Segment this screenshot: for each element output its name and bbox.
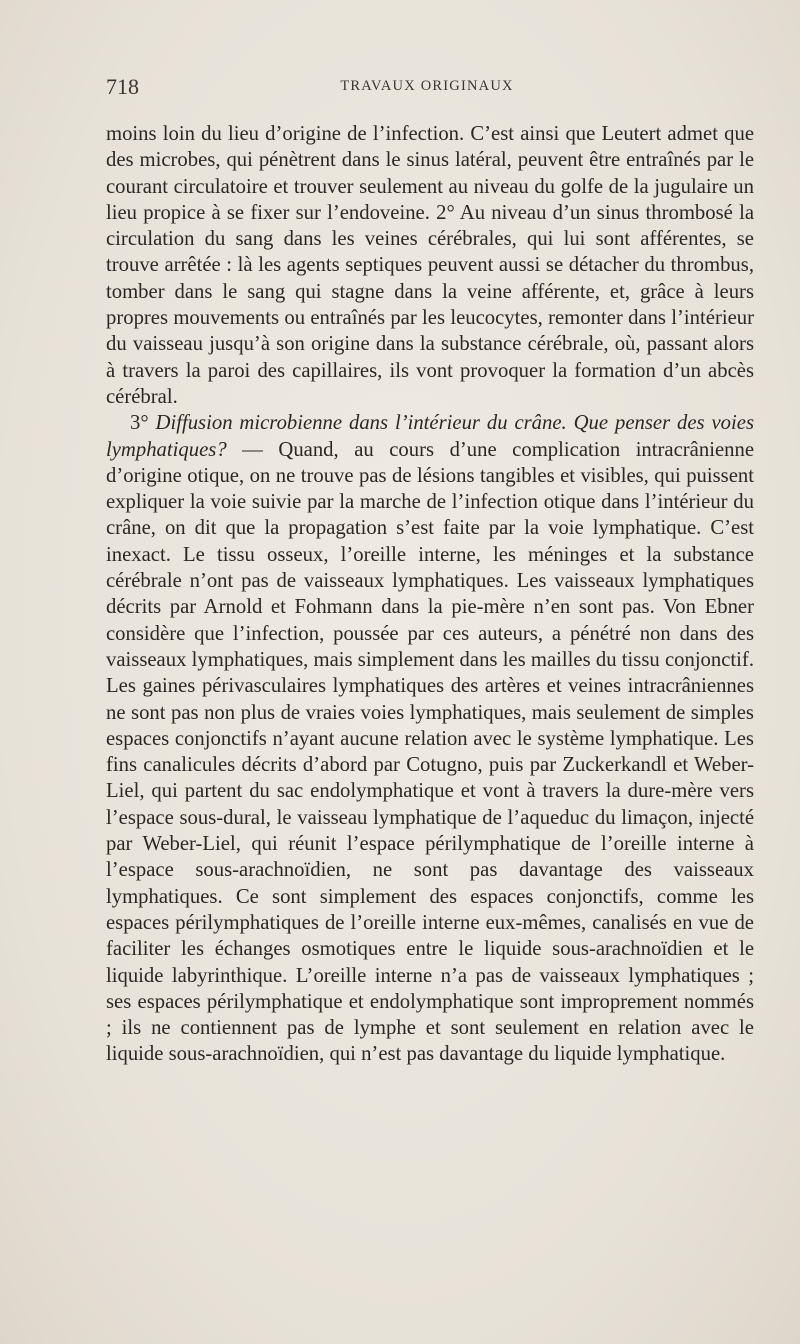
section-heading: Diffusion microbienne dans l’intérieur du crâne. Que penser des voies lymphatiques? <box>106 412 755 461</box>
page-header <box>106 74 748 100</box>
body-text <box>106 121 754 1068</box>
page-number: 718 <box>106 74 139 99</box>
running-head: TRAVAUX ORIGINAUX <box>340 78 514 94</box>
paragraph <box>106 410 754 1067</box>
paragraph-text: — Quand, au cours d’une complication intracrânienne d’origine otique, on ne trouve pas de lésions tangibles et visibles, qui puissent expliquer la voie suivie par la marche de l’infection otique dans l’intérieur du crâne, on dit que la propagation s’est faite par la voie lymphatique. C’est inexact. Le tissu osseux, l’oreille interne, les méninges et la substance cérébrale n’ont pas de vaisseaux lymphatiques. Les vaisseaux lymphatiques décrits par Arnold et Fohmann dans la pie-mère n’en sont pas. Von Ebner considère que l’infection, poussée par ces auteurs, a pénétré non dans des vaisseaux lymphatiques, mais simplement dans les mailles du tissu conjonctif. Les gaines périvasculaires lymphatiques des artères et veines intracrâniennes ne sont pas non plus de vraies voies lymphatiques, mais seulement de simples espaces conjonctifs n’ayant aucune relation avec le système lymphatique. Les fins canalicules décrits d’abord par Cotugno, puis par Zuckerkandl et Weber-Liel, qui partent du sac endolymphatique et vont à travers la dure-mère vers l’espace sous-dural, le vaisseau lymphatique de l’aqueduc du limaçon, injecté par Weber-Liel, qui réunit l’espace périlymphatique de l’oreille interne à l’espace sous-arachnoïdien, ne sont pas davantage des vaisseaux lymphatiques. Ce sont simplement des espaces conjonctifs, comme les espaces périlymphatiques de l’oreille interne eux-mêmes, canalisés en vue de faciliter les échanges osmotiques entre le liquide sous-arachnoïdien et le liquide labyrinthique. L’oreille interne n’a pas de vaisseaux lymphatiques ; ses espaces périlymphatique et endolymphatique sont improprement nommés ; ils ne contiennent pas de lymphe et sont seulement en relation avec le liquide sous-arachnoïdien, qui n’est pas davantage du liquide lymphatique. <box>106 438 754 1066</box>
section-number: 3° <box>130 412 149 435</box>
paragraph: moins loin du lieu d’origine de l’infection. C’est ainsi que Leutert admet que des microbes, qui pénètrent dans le sinus latéral, peuvent être entraînés par le courant circulatoire et trouver seulement au niveau du golfe de la jugulaire un lieu propice à se fixer sur l’endoveine. 2° Au niveau d’un sinus thrombosé la circulation du sang dans les veines cérébrales, qui lui sont afférentes, se trouve arrêtée : là les agents septiques peuvent aussi se détacher du thrombus, tomber dans le sang qui stagne dans la veine afférente, et, grâce à leurs propres mouvements ou entraînés par les leucocytes, remonter dans l’intérieur du vaisseau jusqu’à son origine dans la substance cérébrale, où, passant alors à travers la paroi des capillaires, ils vont provoquer la formation d’un abcès cérébral. <box>106 123 754 408</box>
